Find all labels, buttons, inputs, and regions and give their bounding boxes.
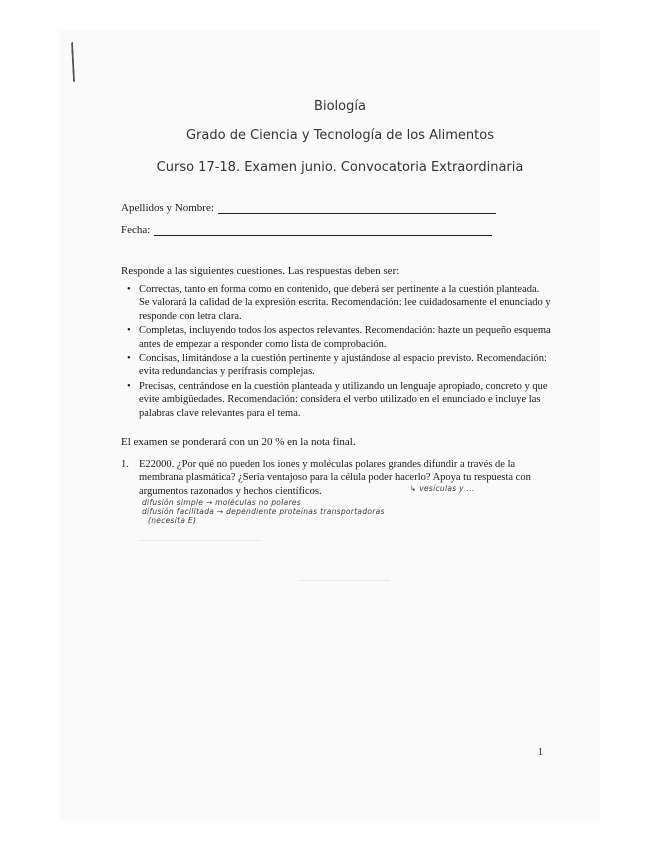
- list-item-text: Completas, incluyendo todos los aspectos relevantes. Recomendación: hazte un pequeño esquema antes de empezar a responder como lista de comprobación.: [139, 325, 551, 350]
- list-item: [121, 324, 551, 351]
- handwritten-answer-line-2: difusión facilitada → dependiente proteínas transportadoras: [142, 507, 385, 516]
- page-number: 1: [538, 747, 543, 758]
- list-item-text: Concisas, limitándose a la cuestión pertinente y ajustándose al espacio previsto. Recomendación: evita redundancias y perífrasis complejas.: [139, 353, 547, 378]
- question-number: 1.: [121, 459, 129, 470]
- subject-title: Biología: [314, 99, 366, 114]
- paper-area: [60, 30, 600, 820]
- list-item: [121, 380, 551, 420]
- handwritten-answer-line-3: (necesita E): [148, 516, 197, 525]
- bullet-icon: •: [127, 380, 131, 392]
- list-item-text: Precisas, centrándose en la cuestión planteada y utilizando un lenguaje apropiado, concreto y que evite ambigüedades. Recomendación: considera el verbo utilizado en el enunciado e incluye las palabras clave relevantes para el tema.: [139, 380, 548, 419]
- date-underline: [154, 224, 492, 236]
- bullet-icon: •: [127, 353, 131, 365]
- question-text: E22000. ¿Por qué no pueden los iones y moléculas polares grandes difundir a través de la membrana plasmática? ¿Sería ventajoso para la célula poder hacerlo? Apoya tu respuesta con argumentos razonados y hechos científicos.: [139, 459, 531, 497]
- date-field: [121, 224, 492, 236]
- instructions-intro: Responde a las siguientes cuestiones. Las respuestas deben ser:: [121, 265, 400, 277]
- list-item-text: Correctas, tanto en forma como en contenido, que deberá ser pertinente a la cuestión planteada. Se valorará la calidad de la expresión escrita. Recomendación: lee cuidadosamente el enunciado y responde con letra clara.: [139, 284, 551, 322]
- degree-title: Grado de Ciencia y Tecnología de los Alimentos: [185, 128, 494, 143]
- handwritten-margin-note: ↳ vesículas y ...: [410, 484, 475, 493]
- date-label: Fecha:: [121, 224, 151, 236]
- course-title: Curso 17-18. Examen junio. Convocatoria Extraordinaria: [156, 160, 524, 175]
- scan-artifact: [140, 540, 260, 541]
- list-item: [121, 283, 551, 323]
- bullet-icon: •: [127, 284, 131, 295]
- question-1: [121, 458, 551, 498]
- scan-artifact: [300, 580, 390, 581]
- list-item: [121, 352, 551, 379]
- handwritten-answer-line-1: difusión simple → moléculas no polares: [142, 498, 301, 507]
- name-underline: [218, 202, 496, 214]
- bullet-icon: •: [127, 325, 131, 337]
- instructions-list: [121, 283, 551, 421]
- weight-note: El examen se ponderará con un 20 % en la nota final.: [121, 436, 356, 448]
- name-label: Apellidos y Nombre:: [121, 202, 214, 214]
- name-field: [121, 202, 496, 214]
